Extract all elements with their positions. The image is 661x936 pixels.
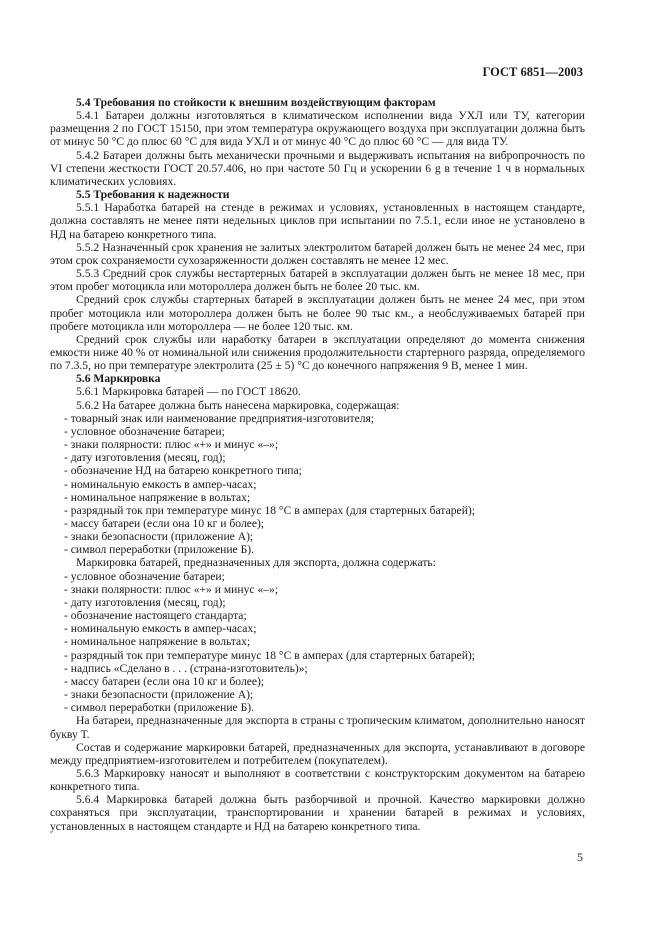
paragraph-5-4-1: 5.4.1 Батареи должны изготовляться в климатическом исполнении вида УХЛ или ТУ, категории размещения 2 по ГОСТ 15150, при этом температура окружающего воздуха при эксплуатации должна быть от минус 50 °С до плюс 60 °С для вида УХЛ и от минус 40 °С до плюс 60 °С — для вида ТУ. [50,109,585,149]
list-item: - знаки безопасности (приложение А); [50,688,585,701]
paragraph-5-5-2: 5.5.2 Назначенный срок хранения не залитых электролитом батарей должен быть не менее 24 мес, при этом срок сохраняемости сухозаряженности должен составлять не менее 12 мес. [50,240,585,267]
list-item: - условное обозначение батареи; [50,570,585,583]
list-item: - номинальную емкость в ампер-часах; [50,478,585,491]
paragraph-export-contract: Состав и содержание маркировки батарей, предназначенных для экспорта, устанавливают в договоре между предприятием-изготовителем и потребителем (покупателем). [50,740,585,767]
list-item: - символ переработки (приложение Б). [50,543,585,556]
marking-list [50,412,585,557]
list-item: - номинальное напряжение в вольтах; [50,635,585,648]
list-item: - массу батареи (если она 10 кг и более); [50,675,585,688]
list-item: - массу батареи (если она 10 кг и более); [50,517,585,530]
export-marking-list [50,570,585,715]
paragraph-starter-life: Средний срок службы стартерных батарей в эксплуатации должен быть не менее 24 мес, при этом пробег мотоцикла или мотороллера должен быть не более 90 тыс км., а необслуживаемых батарей при пробеге мотоцикла или мотороллера — не более 120 тыс. км. [50,293,585,333]
paragraph-life-determination: Средний срок службы или наработку батареи в эксплуатации определяют до момента снижения емкости ниже 40 % от номинальной или снижения продолжительности стартерного разряда, определяемого по 7.3.5, но при температуре электролита (25 ± 5) °С до конечного напряжения 9 В, менее 1 мин. [50,332,585,373]
list-item: - надпись «Сделано в . . . (страна-изготовитель)»; [50,662,585,675]
paragraph-5-5-1: 5.5.1 Наработка батарей на стенде в режимах и условиях, установленных в настоящем стандарте, должна составлять не менее пяти недельных циклов при испытании по 7.5.1, если иное не установлено в НД на батарею конкретного типа. [50,201,585,241]
list-item: - условное обозначение батареи; [50,425,585,438]
section-heading-5-6: 5.6 Маркировка [76,372,161,386]
list-item: - разрядный ток при температуре минус 18 °С в амперах (для стартерных батарей); [50,649,585,662]
list-item: - номинальную емкость в ампер-часах; [50,622,585,635]
list-item: - обозначение настоящего стандарта; [50,609,585,622]
list-item: - символ переработки (приложение Б). [50,701,585,714]
list-item: - номинальное напряжение в вольтах; [50,491,585,504]
paragraph-5-4-2: 5.4.2 Батареи должны быть механически прочными и выдерживать испытания на вибропрочность по VI степени жесткости ГОСТ 20.57.406, но при частоте 50 Гц и ускорении 6 g в течение 1 ч в нормальных климатических условиях. [50,148,585,188]
section-heading-5-4: 5.4 Требования по стойкости к внешним воздействующим факторам [76,96,436,109]
paragraph-5-6-2: 5.6.2 На батарее должна быть нанесена маркировка, содержащая: [76,398,400,412]
document-body [50,96,585,833]
list-item: - дату изготовления (месяц, год); [50,596,585,609]
list-item: - знаки полярности: плюс «+» и минус «–»; [50,438,585,451]
list-item: - обозначение НД на батарею конкретного типа; [50,464,585,477]
list-item: - разрядный ток при температуре минус 18 °С в амперах (для стартерных батарей); [50,504,585,517]
paragraph-5-6-4: 5.6.4 Маркировка батарей должна быть разборчивой и прочной. Качество маркировки должно сохраняться при эксплуатации, транспортировании и хранении батарей в режимах и условиях, установленных в настоящем стандарте и НД на батарею конкретного типа. [50,793,585,833]
list-item: - дату изготовления (месяц, год); [50,451,585,464]
paragraph-tropical: На батареи, предназначенные для экспорта в страны с тропическим климатом, дополнительно наносят букву Т. [50,714,585,741]
paragraph-5-5-3: 5.5.3 Средний срок службы нестартерных батарей в эксплуатации должен быть не менее 18 мес, при этом пробег мотоцикла или мотороллера должен быть не более 20 тыс. км. [50,267,585,294]
list-item: - знаки полярности: плюс «+» и минус «–»; [50,583,585,596]
list-item: - товарный знак или наименование предприятия-изготовителя; [50,412,585,425]
paragraph-export-marking: Маркировка батарей, предназначенных для экспорта, должна содержать: [76,556,436,570]
section-heading-5-5: 5.5 Требования к надежности [76,188,230,202]
page-number: 5 [577,850,583,864]
list-item: - знаки безопасности (приложение А); [50,530,585,543]
document-code: ГОСТ 6851—2003 [482,65,583,79]
paragraph-5-6-3: 5.6.3 Маркировку наносят и выполняют в соответствии с конструкторским документом на батарею конкретного типа. [50,766,585,794]
paragraph-5-6-1: 5.6.1 Маркировка батарей — по ГОСТ 18620. [76,385,301,399]
